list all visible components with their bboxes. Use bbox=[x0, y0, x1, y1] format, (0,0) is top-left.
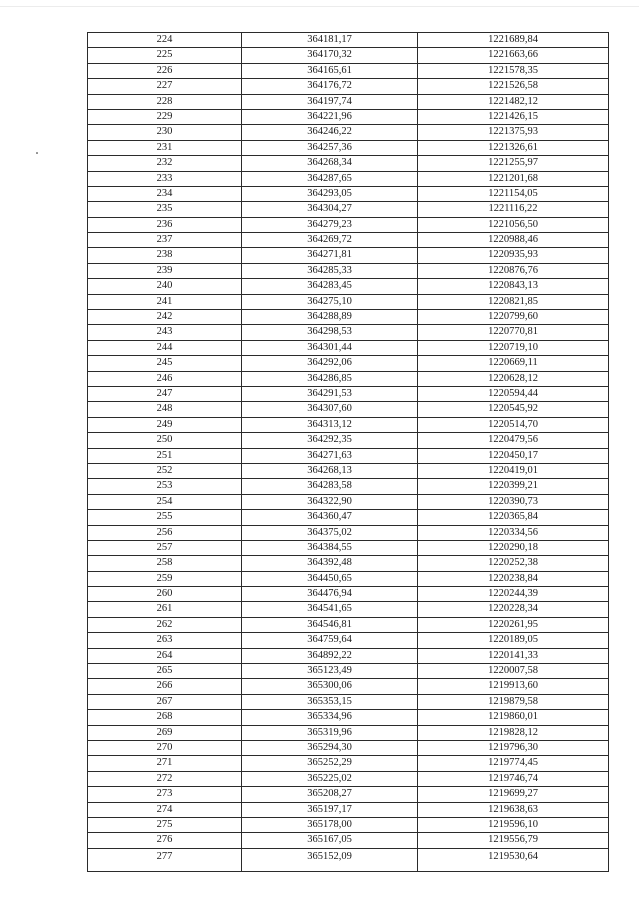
point-number-cell: 233 bbox=[88, 171, 242, 186]
x-coordinate-cell: 365208,27 bbox=[242, 787, 418, 802]
table-row bbox=[88, 725, 609, 740]
point-number-cell: 251 bbox=[88, 448, 242, 463]
point-number-cell: 254 bbox=[88, 494, 242, 509]
y-coordinate-cell: 1220290,18 bbox=[418, 540, 609, 555]
y-coordinate-cell: 1221689,84 bbox=[418, 33, 609, 48]
point-number-cell: 230 bbox=[88, 125, 242, 140]
table-row bbox=[88, 494, 609, 509]
y-coordinate-cell: 1219596,10 bbox=[418, 817, 609, 832]
x-coordinate-cell: 364392,48 bbox=[242, 556, 418, 571]
point-number-cell: 260 bbox=[88, 587, 242, 602]
y-coordinate-cell: 1219913,60 bbox=[418, 679, 609, 694]
y-coordinate-cell: 1221663,66 bbox=[418, 48, 609, 63]
y-coordinate-cell: 1219879,58 bbox=[418, 694, 609, 709]
y-coordinate-cell: 1220821,85 bbox=[418, 294, 609, 309]
y-coordinate-cell: 1219796,30 bbox=[418, 740, 609, 755]
point-number-cell: 229 bbox=[88, 109, 242, 124]
x-coordinate-cell: 364221,96 bbox=[242, 109, 418, 124]
x-coordinate-cell: 364384,55 bbox=[242, 540, 418, 555]
table-row bbox=[88, 79, 609, 94]
y-coordinate-cell: 1220365,84 bbox=[418, 510, 609, 525]
x-coordinate-cell: 364287,65 bbox=[242, 171, 418, 186]
x-coordinate-cell: 364313,12 bbox=[242, 417, 418, 432]
y-coordinate-cell: 1221578,35 bbox=[418, 63, 609, 78]
table-row bbox=[88, 171, 609, 186]
x-coordinate-cell: 365225,02 bbox=[242, 771, 418, 786]
table-row bbox=[88, 202, 609, 217]
table-row bbox=[88, 848, 609, 871]
y-coordinate-cell: 1220876,76 bbox=[418, 263, 609, 278]
table-row bbox=[88, 356, 609, 371]
table-row bbox=[88, 817, 609, 832]
x-coordinate-cell: 365197,17 bbox=[242, 802, 418, 817]
table-row bbox=[88, 479, 609, 494]
x-coordinate-cell: 364283,45 bbox=[242, 279, 418, 294]
table-row bbox=[88, 802, 609, 817]
table-row bbox=[88, 694, 609, 709]
x-coordinate-cell: 364292,35 bbox=[242, 433, 418, 448]
y-coordinate-cell: 1221482,12 bbox=[418, 94, 609, 109]
table-row bbox=[88, 109, 609, 124]
point-number-cell: 269 bbox=[88, 725, 242, 740]
point-number-cell: 262 bbox=[88, 617, 242, 632]
y-coordinate-cell: 1220669,11 bbox=[418, 356, 609, 371]
table-row bbox=[88, 33, 609, 48]
y-coordinate-cell: 1220189,05 bbox=[418, 633, 609, 648]
table-row bbox=[88, 340, 609, 355]
x-coordinate-cell: 364360,47 bbox=[242, 510, 418, 525]
x-coordinate-cell: 364246,22 bbox=[242, 125, 418, 140]
table-row bbox=[88, 371, 609, 386]
point-number-cell: 249 bbox=[88, 417, 242, 432]
table-row bbox=[88, 402, 609, 417]
x-coordinate-cell: 364292,06 bbox=[242, 356, 418, 371]
y-coordinate-cell: 1221326,61 bbox=[418, 140, 609, 155]
y-coordinate-cell: 1220238,84 bbox=[418, 571, 609, 586]
y-coordinate-cell: 1220594,44 bbox=[418, 386, 609, 401]
point-number-cell: 272 bbox=[88, 771, 242, 786]
y-coordinate-cell: 1220252,38 bbox=[418, 556, 609, 571]
x-coordinate-cell: 364293,05 bbox=[242, 186, 418, 201]
point-number-cell: 231 bbox=[88, 140, 242, 155]
x-coordinate-cell: 364322,90 bbox=[242, 494, 418, 509]
y-coordinate-cell: 1221056,50 bbox=[418, 217, 609, 232]
point-number-cell: 237 bbox=[88, 233, 242, 248]
point-number-cell: 258 bbox=[88, 556, 242, 571]
table-row bbox=[88, 310, 609, 325]
x-coordinate-cell: 365167,05 bbox=[242, 833, 418, 848]
y-coordinate-cell: 1220479,56 bbox=[418, 433, 609, 448]
x-coordinate-cell: 364275,10 bbox=[242, 294, 418, 309]
y-coordinate-cell: 1220514,70 bbox=[418, 417, 609, 432]
table-row bbox=[88, 325, 609, 340]
table-row bbox=[88, 540, 609, 555]
scan-speck bbox=[36, 152, 38, 154]
x-coordinate-cell: 364546,81 bbox=[242, 617, 418, 632]
point-number-cell: 266 bbox=[88, 679, 242, 694]
x-coordinate-cell: 364283,58 bbox=[242, 479, 418, 494]
table-row bbox=[88, 386, 609, 401]
x-coordinate-cell: 364268,13 bbox=[242, 463, 418, 478]
y-coordinate-cell: 1220719,10 bbox=[418, 340, 609, 355]
y-coordinate-cell: 1219530,64 bbox=[418, 848, 609, 871]
point-number-cell: 252 bbox=[88, 463, 242, 478]
y-coordinate-cell: 1220228,34 bbox=[418, 602, 609, 617]
table-row bbox=[88, 248, 609, 263]
point-number-cell: 277 bbox=[88, 848, 242, 871]
table-row bbox=[88, 510, 609, 525]
x-coordinate-cell: 365123,49 bbox=[242, 664, 418, 679]
x-coordinate-cell: 364307,60 bbox=[242, 402, 418, 417]
point-number-cell: 271 bbox=[88, 756, 242, 771]
y-coordinate-cell: 1220770,81 bbox=[418, 325, 609, 340]
point-number-cell: 226 bbox=[88, 63, 242, 78]
table-row bbox=[88, 679, 609, 694]
x-coordinate-cell: 364476,94 bbox=[242, 587, 418, 602]
table-row bbox=[88, 664, 609, 679]
point-number-cell: 268 bbox=[88, 710, 242, 725]
point-number-cell: 246 bbox=[88, 371, 242, 386]
point-number-cell: 250 bbox=[88, 433, 242, 448]
table-row bbox=[88, 125, 609, 140]
point-number-cell: 239 bbox=[88, 263, 242, 278]
x-coordinate-cell: 364450,65 bbox=[242, 571, 418, 586]
x-coordinate-cell: 364257,36 bbox=[242, 140, 418, 155]
y-coordinate-cell: 1220545,92 bbox=[418, 402, 609, 417]
y-coordinate-cell: 1219774,45 bbox=[418, 756, 609, 771]
table-row bbox=[88, 448, 609, 463]
x-coordinate-cell: 364268,34 bbox=[242, 156, 418, 171]
y-coordinate-cell: 1219828,12 bbox=[418, 725, 609, 740]
y-coordinate-cell: 1220450,17 bbox=[418, 448, 609, 463]
table-row bbox=[88, 648, 609, 663]
point-number-cell: 236 bbox=[88, 217, 242, 232]
x-coordinate-cell: 364165,61 bbox=[242, 63, 418, 78]
point-number-cell: 261 bbox=[88, 602, 242, 617]
point-number-cell: 247 bbox=[88, 386, 242, 401]
x-coordinate-cell: 364301,44 bbox=[242, 340, 418, 355]
table-row bbox=[88, 63, 609, 78]
point-number-cell: 270 bbox=[88, 740, 242, 755]
y-coordinate-cell: 1220419,01 bbox=[418, 463, 609, 478]
page-top-edge bbox=[0, 6, 639, 7]
y-coordinate-cell: 1221116,22 bbox=[418, 202, 609, 217]
y-coordinate-cell: 1220244,39 bbox=[418, 587, 609, 602]
point-number-cell: 227 bbox=[88, 79, 242, 94]
point-number-cell: 259 bbox=[88, 571, 242, 586]
x-coordinate-cell: 365300,06 bbox=[242, 679, 418, 694]
x-coordinate-cell: 365319,96 bbox=[242, 725, 418, 740]
y-coordinate-cell: 1220390,73 bbox=[418, 494, 609, 509]
point-number-cell: 265 bbox=[88, 664, 242, 679]
point-number-cell: 224 bbox=[88, 33, 242, 48]
table-row bbox=[88, 710, 609, 725]
table-row bbox=[88, 571, 609, 586]
table-row bbox=[88, 217, 609, 232]
y-coordinate-cell: 1221154,05 bbox=[418, 186, 609, 201]
x-coordinate-cell: 364375,02 bbox=[242, 525, 418, 540]
point-number-cell: 264 bbox=[88, 648, 242, 663]
point-number-cell: 275 bbox=[88, 817, 242, 832]
y-coordinate-cell: 1220334,56 bbox=[418, 525, 609, 540]
y-coordinate-cell: 1221201,68 bbox=[418, 171, 609, 186]
table-row bbox=[88, 233, 609, 248]
y-coordinate-cell: 1220935,93 bbox=[418, 248, 609, 263]
table-row bbox=[88, 602, 609, 617]
y-coordinate-cell: 1219746,74 bbox=[418, 771, 609, 786]
point-number-cell: 263 bbox=[88, 633, 242, 648]
x-coordinate-cell: 364298,53 bbox=[242, 325, 418, 340]
y-coordinate-cell: 1221526,58 bbox=[418, 79, 609, 94]
y-coordinate-cell: 1219638,63 bbox=[418, 802, 609, 817]
y-coordinate-cell: 1221375,93 bbox=[418, 125, 609, 140]
y-coordinate-cell: 1220007,58 bbox=[418, 664, 609, 679]
table-row bbox=[88, 787, 609, 802]
x-coordinate-cell: 364291,53 bbox=[242, 386, 418, 401]
point-number-cell: 245 bbox=[88, 356, 242, 371]
coordinates-table bbox=[87, 32, 609, 872]
y-coordinate-cell: 1219699,27 bbox=[418, 787, 609, 802]
table-row bbox=[88, 433, 609, 448]
coordinates-table-body bbox=[88, 33, 609, 872]
point-number-cell: 228 bbox=[88, 94, 242, 109]
y-coordinate-cell: 1220628,12 bbox=[418, 371, 609, 386]
table-row bbox=[88, 48, 609, 63]
point-number-cell: 242 bbox=[88, 310, 242, 325]
table-row bbox=[88, 587, 609, 602]
table-row bbox=[88, 756, 609, 771]
table-row bbox=[88, 771, 609, 786]
y-coordinate-cell: 1220141,33 bbox=[418, 648, 609, 663]
point-number-cell: 232 bbox=[88, 156, 242, 171]
y-coordinate-cell: 1221426,15 bbox=[418, 109, 609, 124]
y-coordinate-cell: 1220799,60 bbox=[418, 310, 609, 325]
point-number-cell: 244 bbox=[88, 340, 242, 355]
table-row bbox=[88, 140, 609, 155]
table-row bbox=[88, 833, 609, 848]
x-coordinate-cell: 364759,64 bbox=[242, 633, 418, 648]
y-coordinate-cell: 1220988,46 bbox=[418, 233, 609, 248]
x-coordinate-cell: 364271,81 bbox=[242, 248, 418, 263]
point-number-cell: 274 bbox=[88, 802, 242, 817]
x-coordinate-cell: 365252,29 bbox=[242, 756, 418, 771]
x-coordinate-cell: 364285,33 bbox=[242, 263, 418, 278]
table-row bbox=[88, 417, 609, 432]
point-number-cell: 238 bbox=[88, 248, 242, 263]
point-number-cell: 276 bbox=[88, 833, 242, 848]
x-coordinate-cell: 364288,89 bbox=[242, 310, 418, 325]
point-number-cell: 241 bbox=[88, 294, 242, 309]
table-row bbox=[88, 186, 609, 201]
y-coordinate-cell: 1220399,21 bbox=[418, 479, 609, 494]
table-row bbox=[88, 633, 609, 648]
y-coordinate-cell: 1219556,79 bbox=[418, 833, 609, 848]
point-number-cell: 240 bbox=[88, 279, 242, 294]
table-row bbox=[88, 617, 609, 632]
y-coordinate-cell: 1220843,13 bbox=[418, 279, 609, 294]
x-coordinate-cell: 364541,65 bbox=[242, 602, 418, 617]
x-coordinate-cell: 364304,27 bbox=[242, 202, 418, 217]
table-row bbox=[88, 294, 609, 309]
table-row bbox=[88, 463, 609, 478]
point-number-cell: 257 bbox=[88, 540, 242, 555]
x-coordinate-cell: 364197,74 bbox=[242, 94, 418, 109]
x-coordinate-cell: 365353,15 bbox=[242, 694, 418, 709]
point-number-cell: 235 bbox=[88, 202, 242, 217]
table-row bbox=[88, 94, 609, 109]
x-coordinate-cell: 365294,30 bbox=[242, 740, 418, 755]
x-coordinate-cell: 364170,32 bbox=[242, 48, 418, 63]
x-coordinate-cell: 364269,72 bbox=[242, 233, 418, 248]
table-row bbox=[88, 156, 609, 171]
table-row bbox=[88, 740, 609, 755]
x-coordinate-cell: 365178,00 bbox=[242, 817, 418, 832]
x-coordinate-cell: 364181,17 bbox=[242, 33, 418, 48]
table-row bbox=[88, 525, 609, 540]
y-coordinate-cell: 1219860,01 bbox=[418, 710, 609, 725]
y-coordinate-cell: 1221255,97 bbox=[418, 156, 609, 171]
x-coordinate-cell: 365152,09 bbox=[242, 848, 418, 871]
x-coordinate-cell: 364286,85 bbox=[242, 371, 418, 386]
point-number-cell: 253 bbox=[88, 479, 242, 494]
point-number-cell: 243 bbox=[88, 325, 242, 340]
y-coordinate-cell: 1220261,95 bbox=[418, 617, 609, 632]
point-number-cell: 234 bbox=[88, 186, 242, 201]
x-coordinate-cell: 365334,96 bbox=[242, 710, 418, 725]
x-coordinate-cell: 364279,23 bbox=[242, 217, 418, 232]
x-coordinate-cell: 364176,72 bbox=[242, 79, 418, 94]
table-row bbox=[88, 263, 609, 278]
point-number-cell: 256 bbox=[88, 525, 242, 540]
point-number-cell: 267 bbox=[88, 694, 242, 709]
x-coordinate-cell: 364892,22 bbox=[242, 648, 418, 663]
table-row bbox=[88, 279, 609, 294]
point-number-cell: 273 bbox=[88, 787, 242, 802]
point-number-cell: 255 bbox=[88, 510, 242, 525]
x-coordinate-cell: 364271,63 bbox=[242, 448, 418, 463]
point-number-cell: 248 bbox=[88, 402, 242, 417]
point-number-cell: 225 bbox=[88, 48, 242, 63]
table-row bbox=[88, 556, 609, 571]
